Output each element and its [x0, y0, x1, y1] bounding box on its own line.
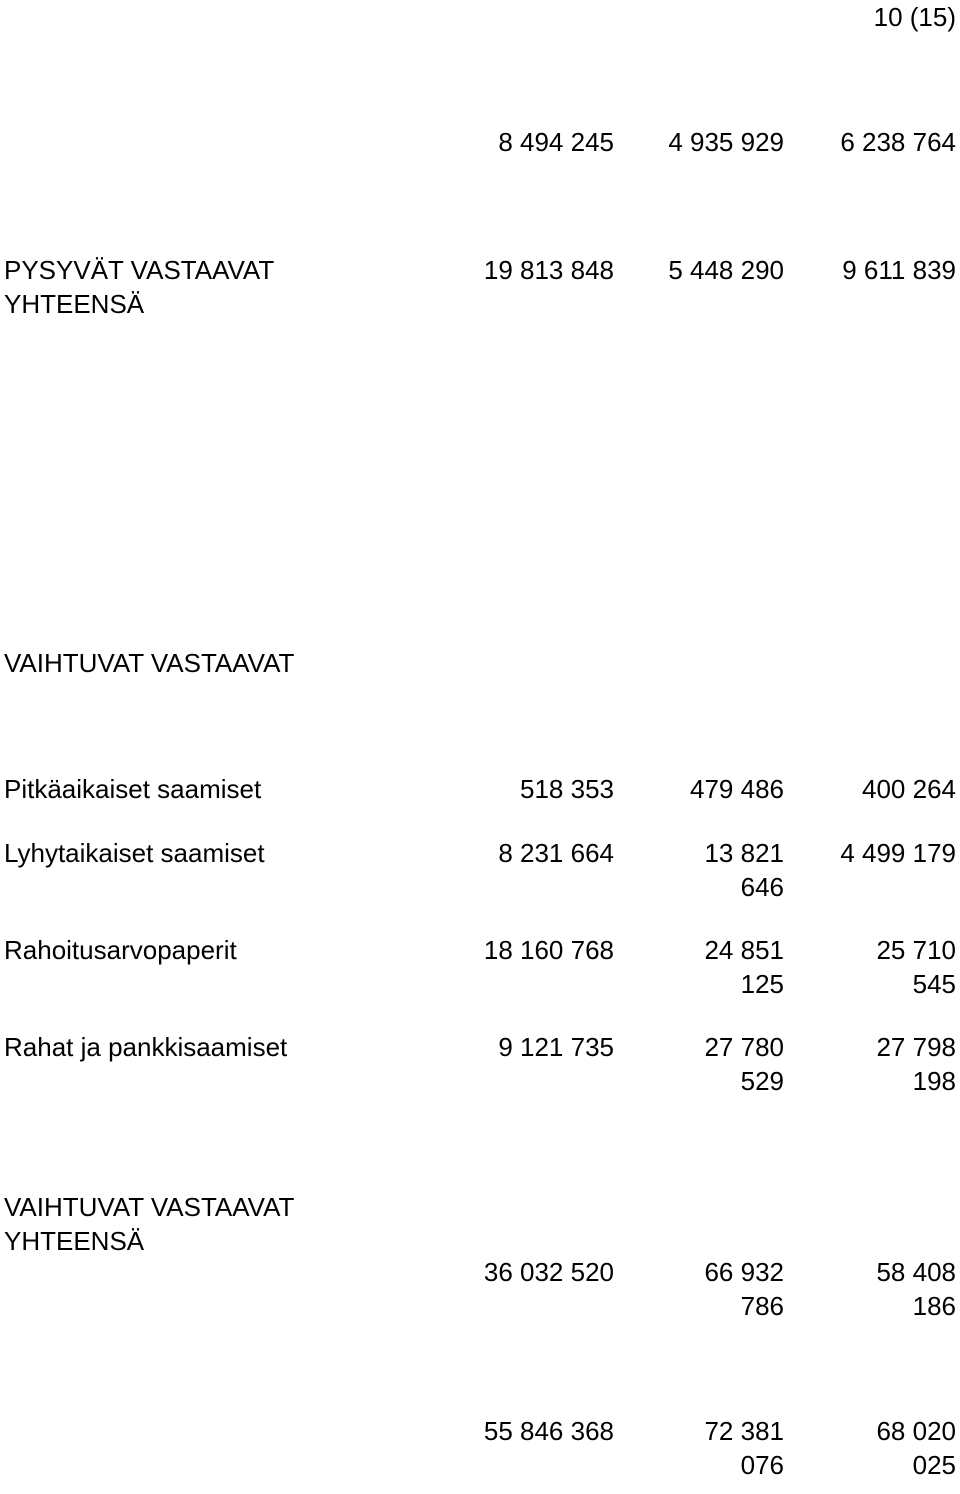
- value-col-3: 400 264: [862, 774, 956, 804]
- value-col-1: 55 846 368: [483, 1416, 614, 1446]
- page-number: 10 (15): [873, 2, 956, 32]
- value-col-1: 8 231 664: [498, 838, 614, 868]
- row-label: Pitkäaikaiset saamiset: [4, 774, 262, 804]
- value-col-2: 72 381 076: [704, 1416, 784, 1480]
- value-col-2: 13 821 646: [704, 838, 784, 902]
- row-label: PYSYVÄT VASTAAVAT YHTEENSÄ: [4, 255, 275, 319]
- value-col-1: 18 160 768: [483, 935, 614, 965]
- row-label: Rahat ja pankkisaamiset: [4, 1032, 288, 1062]
- value-col-2: 479 486: [690, 774, 784, 804]
- table-row-pysyvat-yhteensa: [0, 253, 960, 333]
- value-col-2: 5 448 290: [668, 255, 784, 285]
- table-row-vaihtuvat-yhteensa-values: [0, 1255, 960, 1335]
- table-row-subtotal: [0, 125, 960, 205]
- table-row-lyhytaikaiset: [0, 836, 960, 916]
- row-label: VAIHTUVAT VASTAAVAT YHTEENSÄ: [4, 1192, 295, 1256]
- row-label: Lyhytaikaiset saamiset: [4, 838, 265, 868]
- value-col-1: 518 353: [520, 774, 614, 804]
- value-col-3: 25 710 545: [876, 935, 956, 999]
- table-row-rahoitusarvopaperit: [0, 933, 960, 1013]
- value-col-1: 9 121 735: [498, 1032, 614, 1062]
- value-col-3: 68 020 025: [876, 1416, 956, 1480]
- value-col-3: 58 408 186: [876, 1257, 956, 1321]
- value-col-1: 8 494 245: [498, 127, 614, 157]
- value-col-3: 6 238 764: [840, 127, 956, 157]
- section-heading-vaihtuvat: [0, 646, 960, 726]
- value-col-1: 19 813 848: [483, 255, 614, 285]
- value-col-1: 36 032 520: [483, 1257, 614, 1287]
- table-row-grand-total: [0, 1414, 960, 1494]
- value-col-3: 27 798 198: [876, 1032, 956, 1096]
- row-label: Rahoitusarvopaperit: [4, 935, 237, 965]
- value-col-2: 66 932 786: [704, 1257, 784, 1321]
- section-heading: VAIHTUVAT VASTAAVAT: [4, 648, 295, 678]
- value-col-2: 4 935 929: [668, 127, 784, 157]
- value-col-2: 27 780 529: [704, 1032, 784, 1096]
- value-col-3: 4 499 179: [840, 838, 956, 868]
- value-col-3: 9 611 839: [842, 255, 956, 285]
- table-row-rahat: [0, 1030, 960, 1110]
- value-col-2: 24 851 125: [704, 935, 784, 999]
